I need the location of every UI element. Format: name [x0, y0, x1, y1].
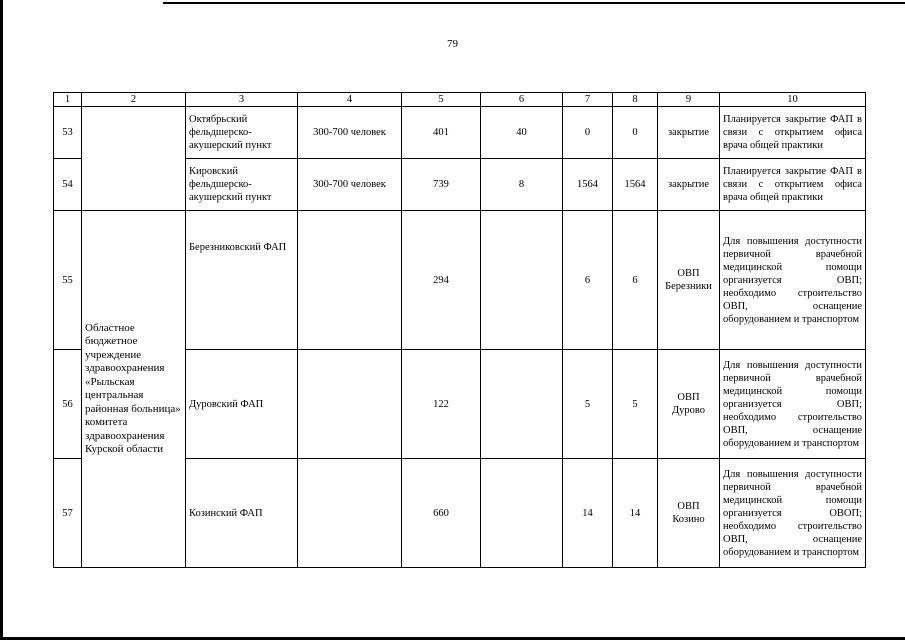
col7-cell: 6: [563, 211, 613, 350]
header-cell: 9: [658, 93, 720, 107]
col5-cell: 294: [402, 211, 481, 350]
col6-cell: [481, 459, 563, 568]
header-cell: 5: [402, 93, 481, 107]
col7-cell: 5: [563, 350, 613, 459]
note-cell: Планируется закрытие ФАП в связи с открытием офиса врача общей практики: [720, 107, 866, 159]
facility-name: Кировский фельдшерско-акушерский пункт: [186, 159, 298, 211]
action-cell: закрытие: [658, 159, 720, 211]
action-cell: ОВП Козино: [658, 459, 720, 568]
header-cell: 4: [298, 93, 402, 107]
row-number: 55: [54, 211, 82, 350]
organization-cell-empty: [82, 107, 186, 211]
header-cell: 7: [563, 93, 613, 107]
row-number: 54: [54, 159, 82, 211]
header-row: [54, 93, 866, 107]
col8-cell: 14: [613, 459, 658, 568]
page-number: 79: [447, 38, 458, 50]
coverage-cell: [298, 459, 402, 568]
coverage-cell: 300-700 человек: [298, 159, 402, 211]
col5-cell: 739: [402, 159, 481, 211]
action-cell: ОВП Березники: [658, 211, 720, 350]
table-row: [54, 211, 866, 350]
action-cell: ОВП Дурово: [658, 350, 720, 459]
header-cell: 1: [54, 93, 82, 107]
note-cell: Для повышения доступности первичной врачебной медицинской помощи организуется ОВП; необходимо строительство ОВП, оснащение оборудованием и транспортом: [720, 211, 866, 350]
col5-cell: 122: [402, 350, 481, 459]
col8-cell: 5: [613, 350, 658, 459]
row-number: 53: [54, 107, 82, 159]
facility-name: Березниковский ФАП: [186, 211, 298, 350]
facilities-table: [53, 92, 866, 568]
header-cell: 6: [481, 93, 563, 107]
col7-cell: 0: [563, 107, 613, 159]
col8-cell: 6: [613, 211, 658, 350]
coverage-cell: [298, 211, 402, 350]
header-cell: 3: [186, 93, 298, 107]
note-cell: Планируется закрытие ФАП в связи с открытием офиса врача общей практики: [720, 159, 866, 211]
col7-cell: 1564: [563, 159, 613, 211]
note-cell: Для повышения доступности первичной врачебной медицинской помощи организуется ОВОП; необходимо строительство ОВП, оснащение оборудованием и транспортом: [720, 459, 866, 568]
coverage-cell: 300-700 человек: [298, 107, 402, 159]
organization-cell: Областное бюджетное учреждение здравоохранения «Рыльская центральная районная больница» комитета здравоохранения Курской области: [82, 211, 186, 568]
col8-cell: 0: [613, 107, 658, 159]
top-border-line: [163, 2, 905, 4]
note-cell: Для повышения доступности первичной врачебной медицинской помощи организуется ОВП; необходимо строительство ОВП, оснащение оборудованием и транспортом: [720, 350, 866, 459]
action-cell: закрытие: [658, 107, 720, 159]
col8-cell: 1564: [613, 159, 658, 211]
facility-name: Октябрьский фельдшерско-акушерский пункт: [186, 107, 298, 159]
col6-cell: [481, 211, 563, 350]
header-cell: 10: [720, 93, 866, 107]
header-cell: 2: [82, 93, 186, 107]
header-cell: 8: [613, 93, 658, 107]
table-row: [54, 107, 866, 159]
col5-cell: 660: [402, 459, 481, 568]
row-number: 56: [54, 350, 82, 459]
col6-cell: 8: [481, 159, 563, 211]
col5-cell: 401: [402, 107, 481, 159]
col6-cell: [481, 350, 563, 459]
facility-name: Козинский ФАП: [186, 459, 298, 568]
facility-name: Дуровский ФАП: [186, 350, 298, 459]
col7-cell: 14: [563, 459, 613, 568]
scan-left-edge: [0, 0, 3, 640]
coverage-cell: [298, 350, 402, 459]
col6-cell: 40: [481, 107, 563, 159]
row-number: 57: [54, 459, 82, 568]
